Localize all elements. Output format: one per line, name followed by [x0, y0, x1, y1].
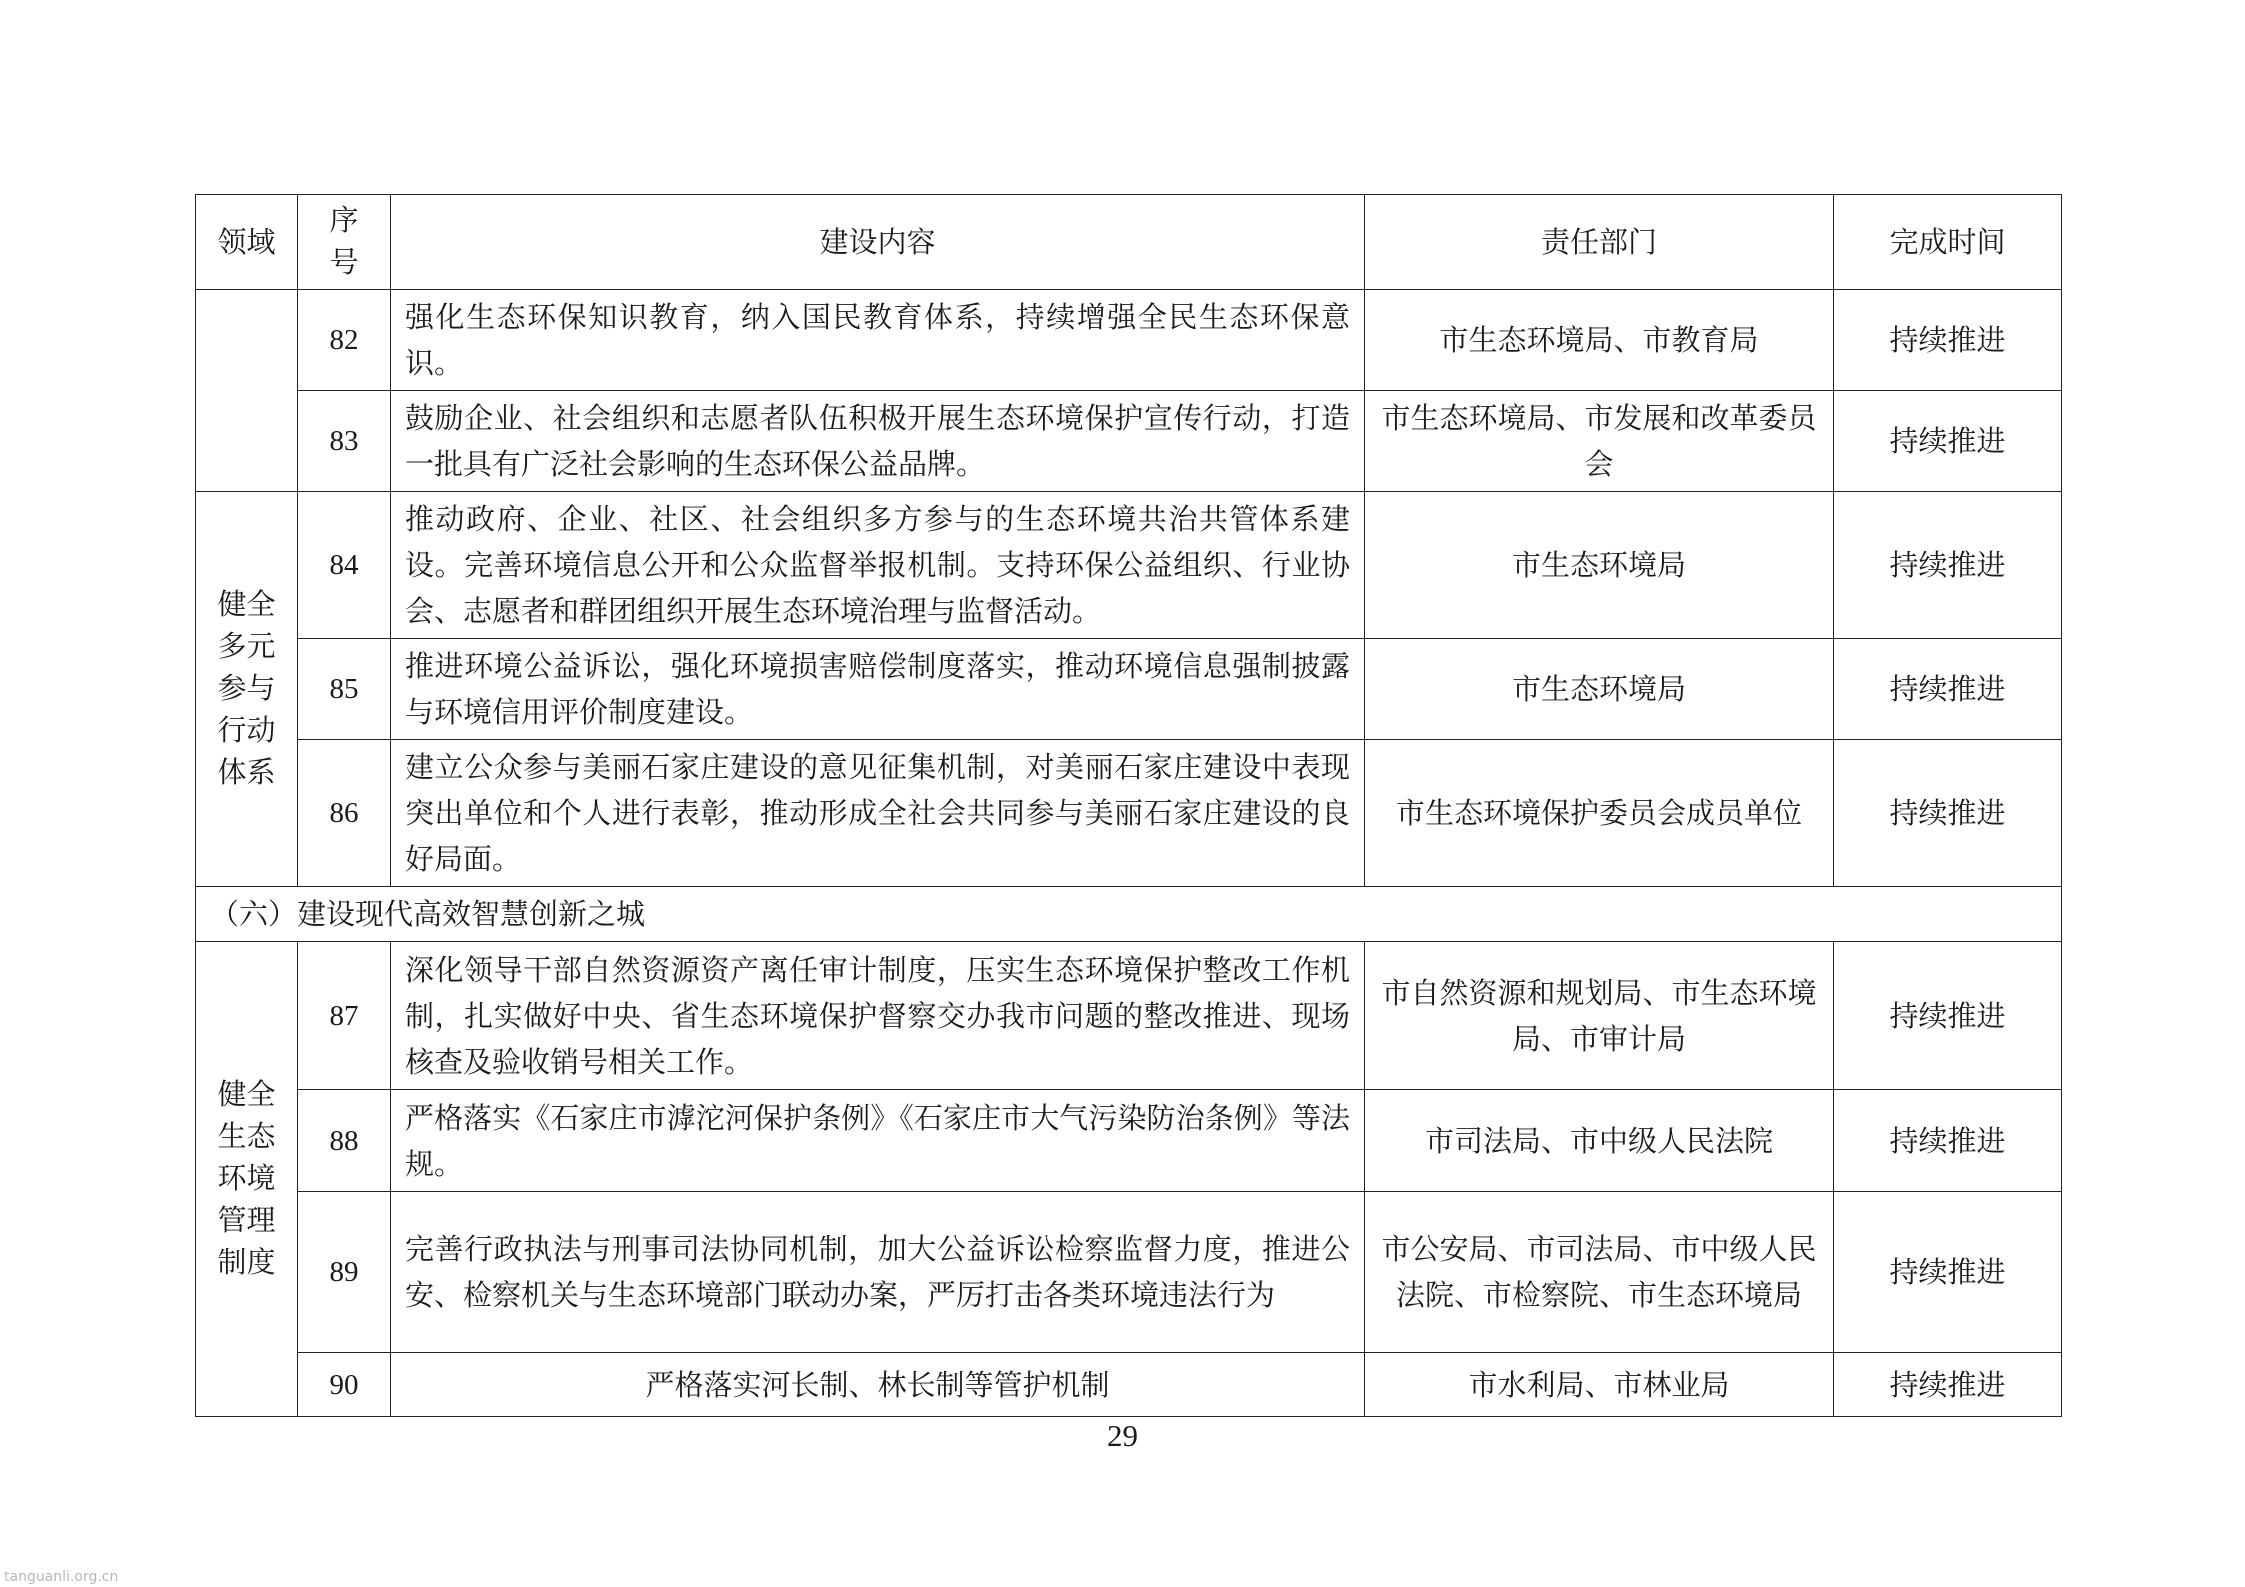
row-content: 鼓励企业、社会组织和志愿者队伍积极开展生态环境保护宣传行动，打造一批具有广泛社会影响的生态环保公益品牌。 [391, 391, 1365, 492]
table-row [196, 492, 2062, 639]
field-cell [196, 492, 298, 887]
plan-table [195, 194, 2062, 1417]
row-dept: 市司法局、市中级人民法院 [1365, 1090, 1834, 1192]
row-no: 83 [298, 391, 391, 492]
section-title: （六）建设现代高效智慧创新之城 [196, 887, 2062, 942]
header-no-text: 序号 [329, 203, 359, 279]
row-time: 持续推进 [1834, 942, 2062, 1090]
row-dept: 市生态环境局 [1365, 492, 1834, 639]
row-content: 严格落实河长制、林长制等管护机制 [391, 1353, 1365, 1417]
row-content: 推动政府、企业、社区、社会组织多方参与的生态环境共治共管体系建设。完善环境信息公开和公众监督举报机制。支持环保公益组织、行业协会、志愿者和群团组织开展生态环境治理与监督活动。 [391, 492, 1365, 639]
header-no [298, 195, 391, 290]
row-dept: 市生态环境局、市教育局 [1365, 290, 1834, 391]
row-dept: 市自然资源和规划局、市生态环境局、市审计局 [1365, 942, 1834, 1090]
row-no: 89 [298, 1192, 391, 1353]
table-row [196, 290, 2062, 391]
row-time: 持续推进 [1834, 1192, 2062, 1353]
row-no: 87 [298, 942, 391, 1090]
row-no: 85 [298, 639, 391, 740]
page-number: 29 [1107, 1418, 1138, 1453]
table-row [196, 942, 2062, 1090]
row-content: 完善行政执法与刑事司法协同机制，加大公益诉讼检察监督力度，推进公安、检察机关与生态环境部门联动办案，严厉打击各类环境违法行为 [391, 1192, 1365, 1353]
table-row [196, 391, 2062, 492]
row-no: 90 [298, 1353, 391, 1417]
table-row [196, 1353, 2062, 1417]
row-content: 强化生态环保知识教育，纳入国民教育体系，持续增强全民生态环保意识。 [391, 290, 1365, 391]
row-content: 严格落实《石家庄市滹沱河保护条例》《石家庄市大气污染防治条例》等法规。 [391, 1090, 1365, 1192]
header-dept: 责任部门 [1365, 195, 1834, 290]
row-time: 持续推进 [1834, 639, 2062, 740]
header-field: 领域 [196, 195, 298, 290]
row-time: 持续推进 [1834, 492, 2062, 639]
row-time: 持续推进 [1834, 290, 2062, 391]
field-cell [196, 942, 298, 1417]
row-no: 82 [298, 290, 391, 391]
row-time: 持续推进 [1834, 740, 2062, 887]
field-label: 健全多元参与行动体系 [217, 587, 276, 789]
row-time: 持续推进 [1834, 1353, 2062, 1417]
header-content: 建设内容 [391, 195, 1365, 290]
table-row [196, 740, 2062, 887]
watermark-text: tanguanli.org.cn [4, 1569, 119, 1585]
table-row [196, 1090, 2062, 1192]
row-content: 深化领导干部自然资源资产离任审计制度，压实生态环境保护整改工作机制，扎实做好中央、省生态环境保护督察交办我市问题的整改推进、现场核查及验收销号相关工作。 [391, 942, 1365, 1090]
table-header-row [196, 195, 2062, 290]
row-dept: 市水利局、市林业局 [1365, 1353, 1834, 1417]
header-time: 完成时间 [1834, 195, 2062, 290]
row-no: 86 [298, 740, 391, 887]
table-row [196, 639, 2062, 740]
section-row [196, 887, 2062, 942]
field-cell-empty [196, 290, 298, 492]
row-content: 推进环境公益诉讼，强化环境损害赔偿制度落实，推动环境信息强制披露与环境信用评价制度建设。 [391, 639, 1365, 740]
table-row [196, 1192, 2062, 1353]
row-content: 建立公众参与美丽石家庄建设的意见征集机制，对美丽石家庄建设中表现突出单位和个人进行表彰，推动形成全社会共同参与美丽石家庄建设的良好局面。 [391, 740, 1365, 887]
row-time: 持续推进 [1834, 1090, 2062, 1192]
row-no: 84 [298, 492, 391, 639]
row-dept: 市生态环境局、市发展和改革委员会 [1365, 391, 1834, 492]
row-time: 持续推进 [1834, 391, 2062, 492]
field-label: 健全生态环境管理制度 [217, 1077, 276, 1279]
row-dept: 市公安局、市司法局、市中级人民法院、市检察院、市生态环境局 [1365, 1192, 1834, 1353]
row-dept: 市生态环境局 [1365, 639, 1834, 740]
row-dept: 市生态环境保护委员会成员单位 [1365, 740, 1834, 887]
row-no: 88 [298, 1090, 391, 1192]
